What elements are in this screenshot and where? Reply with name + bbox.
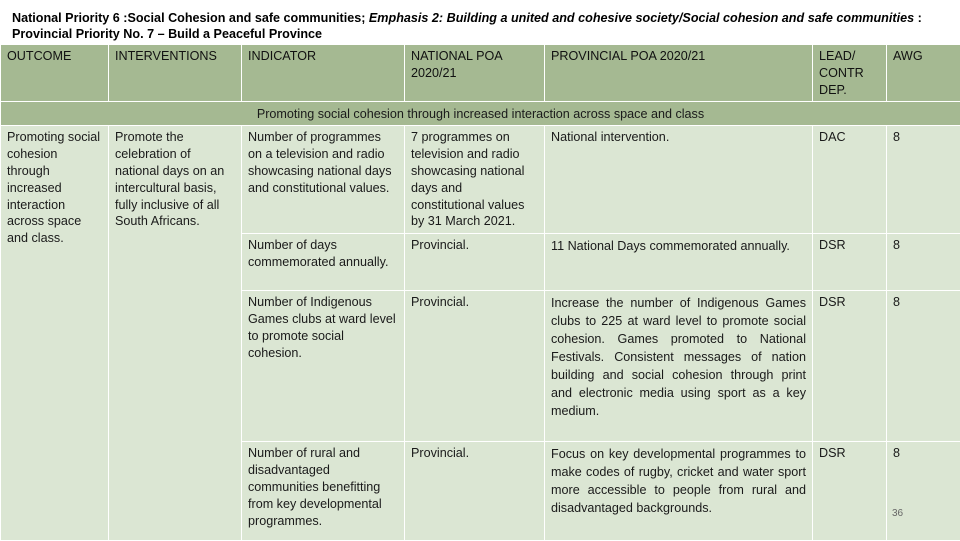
page-number: 36 [892,508,903,519]
slide-title [12,10,952,42]
national-poa-cell: Provincial. [405,442,545,541]
lead-cell: DAC [813,126,887,234]
band-label: Promoting social cohesion through increased interaction across space and class [1,102,960,126]
lead-cell: DSR [813,291,887,442]
awg-cell: 8 [887,126,960,234]
awg-cell: 8 [887,234,960,291]
provincial-poa-cell: Focus on key developmental programmes to make codes of rugby, cricket and water sport more accessible to people from rural and disadvantaged backgrounds. [545,442,813,541]
national-poa-cell: 7 programmes on television and radio showcasing national days and constitutional values by 31 March 2021. [405,126,545,234]
header-row [1,45,960,102]
title-emphasis: Emphasis 2: Building a united and cohesive society/Social cohesion and safe communities [369,11,914,25]
indicator-cell: Number of days commemorated annually. [242,234,405,291]
header-interventions: INTERVENTIONS [109,45,242,102]
indicator-cell: Number of programmes on a television and radio showcasing national days and constitutional values. [242,126,405,234]
header-awg: AWG [887,45,960,102]
national-poa-cell: Provincial. [405,234,545,291]
intervention-cell: Promote the celebration of national days on an intercultural basis, fully inclusive of all South Africans. [109,126,242,541]
title-provincial-priority: : Provincial Priority No. 7 – Build a Peaceful Province [12,11,922,41]
awg-cell: 8 [887,291,960,442]
header-indicator: INDICATOR [242,45,405,102]
header-outcome: OUTCOME [1,45,109,102]
priority-table [0,44,960,541]
national-poa-cell: Provincial. [405,291,545,442]
indicator-cell: Number of Indigenous Games clubs at ward level to promote social cohesion. [242,291,405,442]
header-lead-dep: LEAD/ CONTR DEP. [813,45,887,102]
lead-cell: DSR [813,234,887,291]
band-row [1,102,960,126]
provincial-poa-cell: Increase the number of Indigenous Games clubs to 225 at ward level to promote social cohesion. Games promoted to National Festivals. Consistent messages of nation building and social cohesion through print and electronic media using sport as a key medium. [545,291,813,442]
awg-cell: 8 [887,442,960,541]
provincial-poa-cell: 11 National Days commemorated annually. [545,234,813,291]
outcome-cell: Promoting social cohesion through increased interaction across space and class. [1,126,109,541]
indicator-cell: Number of rural and disadvantaged communities benefitting from key developmental programmes. [242,442,405,541]
lead-cell: DSR [813,442,887,541]
header-national-poa: NATIONAL POA 2020/21 [405,45,545,102]
header-provincial-poa: PROVINCIAL POA 2020/21 [545,45,813,102]
provincial-poa-cell: National intervention. [545,126,813,234]
title-priority: National Priority 6 :Social Cohesion and safe communities; [12,11,369,25]
table-row [1,126,960,234]
